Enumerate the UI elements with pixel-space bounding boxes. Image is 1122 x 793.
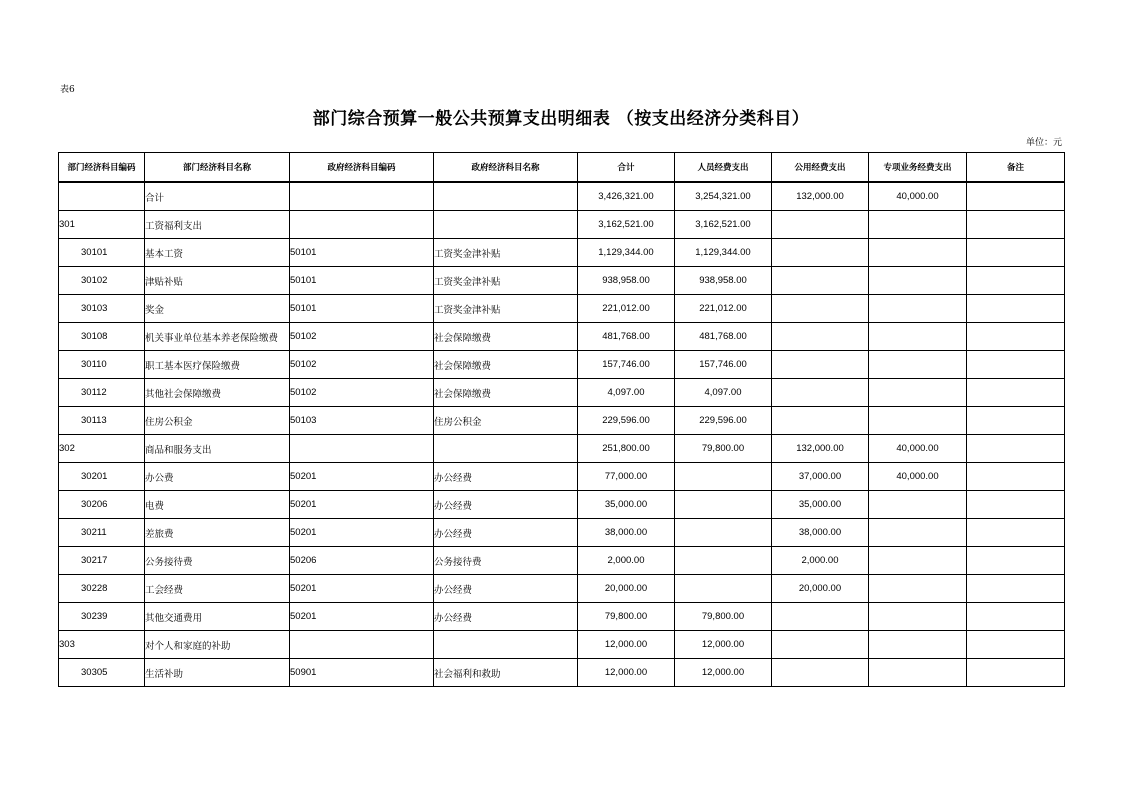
- public-cell: [772, 295, 869, 323]
- dept-code-cell: 30112: [59, 379, 145, 407]
- col-header-gov-code: 政府经济科目编码: [290, 153, 434, 183]
- dept-name-cell: 住房公积金: [145, 407, 290, 435]
- dept-code-cell: 30305: [59, 659, 145, 687]
- table-row: [59, 351, 1065, 379]
- total-cell: 1,129,344.00: [578, 239, 675, 267]
- special-cell: 40,000.00: [869, 463, 967, 491]
- dept-code-cell: 30228: [59, 575, 145, 603]
- gov-name-cell: 办公经费: [434, 519, 578, 547]
- personnel-cell: 3,162,521.00: [675, 211, 772, 239]
- dept-name-cell: 奖金: [145, 295, 290, 323]
- special-cell: 40,000.00: [869, 182, 967, 211]
- gov-name-cell: 工资奖金津补贴: [434, 239, 578, 267]
- personnel-cell: [675, 547, 772, 575]
- note-cell: [967, 323, 1065, 351]
- dept-code-cell: [59, 182, 145, 211]
- special-cell: [869, 379, 967, 407]
- table-row: [59, 211, 1065, 239]
- personnel-cell: 221,012.00: [675, 295, 772, 323]
- personnel-cell: 12,000.00: [675, 631, 772, 659]
- public-cell: [772, 239, 869, 267]
- personnel-cell: [675, 519, 772, 547]
- special-cell: [869, 407, 967, 435]
- special-cell: [869, 267, 967, 295]
- dept-name-cell: 生活补助: [145, 659, 290, 687]
- table-row: [59, 323, 1065, 351]
- gov-code-cell: [290, 211, 434, 239]
- dept-code-cell: 301: [59, 211, 145, 239]
- gov-code-cell: 50206: [290, 547, 434, 575]
- col-header-note: 备注: [967, 153, 1065, 183]
- dept-code-cell: 30239: [59, 603, 145, 631]
- dept-name-cell: 差旅费: [145, 519, 290, 547]
- table-row: [59, 575, 1065, 603]
- total-cell: 4,097.00: [578, 379, 675, 407]
- special-cell: [869, 631, 967, 659]
- dept-code-cell: 30211: [59, 519, 145, 547]
- table-number: 表6: [60, 85, 75, 95]
- special-cell: [869, 659, 967, 687]
- gov-name-cell: 工资奖金津补贴: [434, 295, 578, 323]
- total-cell: 38,000.00: [578, 519, 675, 547]
- public-cell: [772, 407, 869, 435]
- col-header-special: 专项业务经费支出: [869, 153, 967, 183]
- total-cell: 77,000.00: [578, 463, 675, 491]
- public-cell: [772, 323, 869, 351]
- special-cell: [869, 295, 967, 323]
- dept-code-cell: 30102: [59, 267, 145, 295]
- gov-name-cell: 工资奖金津补贴: [434, 267, 578, 295]
- gov-code-cell: [290, 435, 434, 463]
- total-cell: 481,768.00: [578, 323, 675, 351]
- col-header-gov-name: 政府经济科目名称: [434, 153, 578, 183]
- note-cell: [967, 491, 1065, 519]
- personnel-cell: 229,596.00: [675, 407, 772, 435]
- gov-name-cell: 社会保障缴费: [434, 351, 578, 379]
- personnel-cell: 12,000.00: [675, 659, 772, 687]
- gov-code-cell: [290, 631, 434, 659]
- total-cell: 20,000.00: [578, 575, 675, 603]
- total-cell: 3,426,321.00: [578, 182, 675, 211]
- col-header-dept-code: 部门经济科目编码: [59, 153, 145, 183]
- gov-name-cell: [434, 631, 578, 659]
- header-row: [59, 153, 1065, 183]
- table-row: [59, 547, 1065, 575]
- note-cell: [967, 182, 1065, 211]
- public-cell: 132,000.00: [772, 435, 869, 463]
- gov-code-cell: 50101: [290, 295, 434, 323]
- public-cell: 35,000.00: [772, 491, 869, 519]
- gov-code-cell: 50201: [290, 519, 434, 547]
- dept-code-cell: 30108: [59, 323, 145, 351]
- table-row: [59, 407, 1065, 435]
- personnel-cell: 4,097.00: [675, 379, 772, 407]
- table-row: [59, 631, 1065, 659]
- note-cell: [967, 295, 1065, 323]
- table-row: [59, 463, 1065, 491]
- gov-code-cell: 50201: [290, 491, 434, 519]
- gov-code-cell: 50201: [290, 463, 434, 491]
- public-cell: 38,000.00: [772, 519, 869, 547]
- total-cell: 12,000.00: [578, 659, 675, 687]
- note-cell: [967, 463, 1065, 491]
- public-cell: 37,000.00: [772, 463, 869, 491]
- note-cell: [967, 435, 1065, 463]
- dept-name-cell: 基本工资: [145, 239, 290, 267]
- dept-name-cell: 工会经费: [145, 575, 290, 603]
- gov-name-cell: 社会福利和救助: [434, 659, 578, 687]
- note-cell: [967, 659, 1065, 687]
- special-cell: [869, 239, 967, 267]
- note-cell: [967, 519, 1065, 547]
- dept-name-cell: 机关事业单位基本养老保险缴费: [145, 323, 290, 351]
- public-cell: 2,000.00: [772, 547, 869, 575]
- col-header-personnel: 人员经费支出: [675, 153, 772, 183]
- unit-label: 单位：元: [1025, 138, 1062, 148]
- total-cell: 12,000.00: [578, 631, 675, 659]
- gov-name-cell: [434, 211, 578, 239]
- personnel-cell: 79,800.00: [675, 603, 772, 631]
- special-cell: [869, 519, 967, 547]
- gov-name-cell: 办公经费: [434, 491, 578, 519]
- special-cell: [869, 575, 967, 603]
- total-cell: 35,000.00: [578, 491, 675, 519]
- dept-name-cell: 其他交通费用: [145, 603, 290, 631]
- note-cell: [967, 379, 1065, 407]
- gov-code-cell: 50103: [290, 407, 434, 435]
- dept-name-cell: 对个人和家庭的补助: [145, 631, 290, 659]
- total-cell: 79,800.00: [578, 603, 675, 631]
- gov-code-cell: [290, 182, 434, 211]
- total-cell: 221,012.00: [578, 295, 675, 323]
- dept-name-cell: 合计: [145, 182, 290, 211]
- table-row: [59, 519, 1065, 547]
- dept-name-cell: 公务接待费: [145, 547, 290, 575]
- table-row: [59, 182, 1065, 211]
- note-cell: [967, 407, 1065, 435]
- note-cell: [967, 631, 1065, 659]
- dept-name-cell: 津贴补贴: [145, 267, 290, 295]
- public-cell: [772, 351, 869, 379]
- gov-name-cell: 社会保障缴费: [434, 323, 578, 351]
- dept-code-cell: 30206: [59, 491, 145, 519]
- col-header-dept-name: 部门经济科目名称: [145, 153, 290, 183]
- personnel-cell: 938,958.00: [675, 267, 772, 295]
- special-cell: [869, 491, 967, 519]
- dept-name-cell: 商品和服务支出: [145, 435, 290, 463]
- dept-code-cell: 30101: [59, 239, 145, 267]
- dept-code-cell: 30113: [59, 407, 145, 435]
- personnel-cell: 79,800.00: [675, 435, 772, 463]
- public-cell: [772, 659, 869, 687]
- note-cell: [967, 603, 1065, 631]
- gov-name-cell: 办公经费: [434, 463, 578, 491]
- total-cell: 938,958.00: [578, 267, 675, 295]
- gov-code-cell: 50901: [290, 659, 434, 687]
- table-row: [59, 659, 1065, 687]
- note-cell: [967, 211, 1065, 239]
- gov-code-cell: 50102: [290, 323, 434, 351]
- special-cell: [869, 547, 967, 575]
- dept-name-cell: 办公费: [145, 463, 290, 491]
- dept-name-cell: 工资福利支出: [145, 211, 290, 239]
- public-cell: [772, 603, 869, 631]
- dept-code-cell: 30110: [59, 351, 145, 379]
- gov-name-cell: 住房公积金: [434, 407, 578, 435]
- dept-name-cell: 电费: [145, 491, 290, 519]
- public-cell: [772, 379, 869, 407]
- gov-code-cell: 50102: [290, 379, 434, 407]
- note-cell: [967, 239, 1065, 267]
- total-cell: 157,746.00: [578, 351, 675, 379]
- table-row: [59, 267, 1065, 295]
- gov-code-cell: 50101: [290, 239, 434, 267]
- public-cell: [772, 267, 869, 295]
- gov-name-cell: 社会保障缴费: [434, 379, 578, 407]
- personnel-cell: [675, 575, 772, 603]
- document-title: 部门综合预算一般公共预算支出明细表 （按支出经济分类科目）: [312, 109, 810, 129]
- personnel-cell: 481,768.00: [675, 323, 772, 351]
- gov-name-cell: 办公经费: [434, 603, 578, 631]
- dept-code-cell: 30217: [59, 547, 145, 575]
- note-cell: [967, 547, 1065, 575]
- gov-name-cell: [434, 435, 578, 463]
- dept-name-cell: 职工基本医疗保险缴费: [145, 351, 290, 379]
- special-cell: [869, 351, 967, 379]
- total-cell: 2,000.00: [578, 547, 675, 575]
- total-cell: 251,800.00: [578, 435, 675, 463]
- dept-code-cell: 30201: [59, 463, 145, 491]
- gov-name-cell: [434, 182, 578, 211]
- dept-code-cell: 303: [59, 631, 145, 659]
- gov-name-cell: 公务接待费: [434, 547, 578, 575]
- public-cell: 20,000.00: [772, 575, 869, 603]
- public-cell: [772, 631, 869, 659]
- special-cell: [869, 603, 967, 631]
- special-cell: [869, 323, 967, 351]
- personnel-cell: 3,254,321.00: [675, 182, 772, 211]
- dept-code-cell: 302: [59, 435, 145, 463]
- note-cell: [967, 575, 1065, 603]
- col-header-total: 合计: [578, 153, 675, 183]
- table-row: [59, 379, 1065, 407]
- personnel-cell: 1,129,344.00: [675, 239, 772, 267]
- note-cell: [967, 351, 1065, 379]
- gov-code-cell: 50201: [290, 575, 434, 603]
- personnel-cell: [675, 491, 772, 519]
- public-cell: [772, 211, 869, 239]
- gov-name-cell: 办公经费: [434, 575, 578, 603]
- budget-table: [58, 152, 1065, 687]
- special-cell: 40,000.00: [869, 435, 967, 463]
- total-cell: 3,162,521.00: [578, 211, 675, 239]
- personnel-cell: 157,746.00: [675, 351, 772, 379]
- dept-name-cell: 其他社会保障缴费: [145, 379, 290, 407]
- personnel-cell: [675, 463, 772, 491]
- gov-code-cell: 50201: [290, 603, 434, 631]
- table-row: [59, 603, 1065, 631]
- table-row: [59, 239, 1065, 267]
- public-cell: 132,000.00: [772, 182, 869, 211]
- gov-code-cell: 50102: [290, 351, 434, 379]
- table-row: [59, 435, 1065, 463]
- gov-code-cell: 50101: [290, 267, 434, 295]
- dept-code-cell: 30103: [59, 295, 145, 323]
- table-row: [59, 295, 1065, 323]
- col-header-public: 公用经费支出: [772, 153, 869, 183]
- special-cell: [869, 211, 967, 239]
- table-row: [59, 491, 1065, 519]
- note-cell: [967, 267, 1065, 295]
- total-cell: 229,596.00: [578, 407, 675, 435]
